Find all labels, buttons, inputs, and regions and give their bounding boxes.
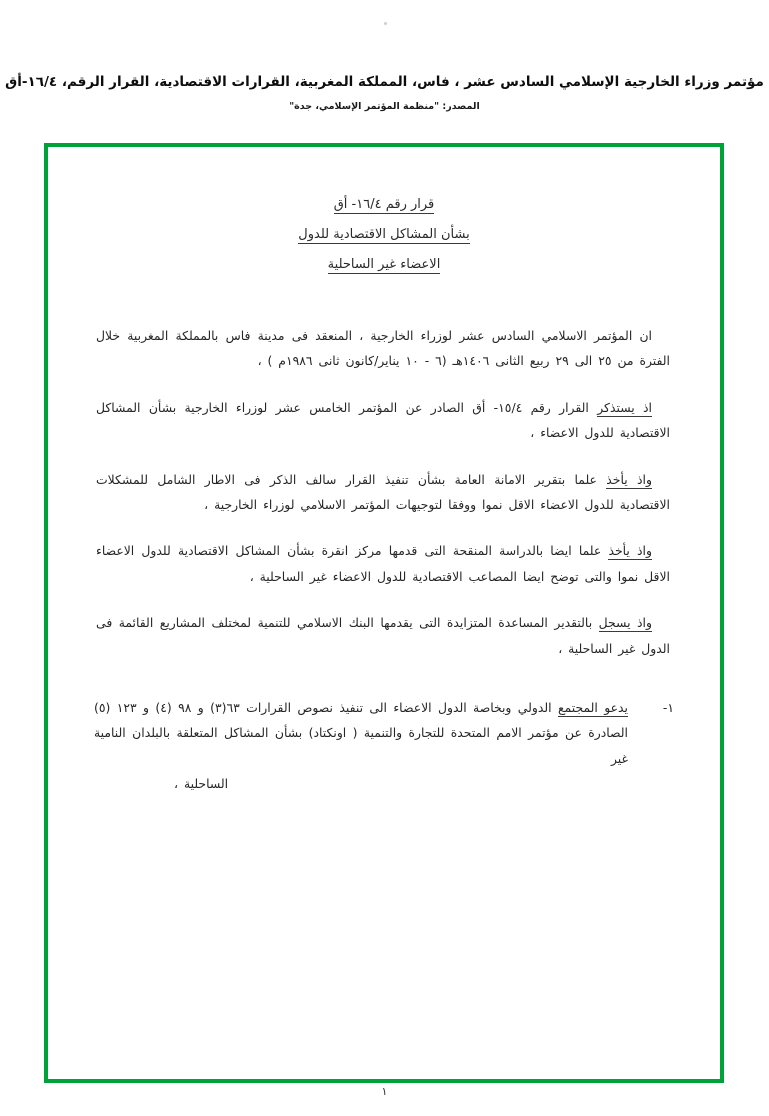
content-frame [44, 143, 724, 1083]
heading-resolution-number: قرار رقم ١٦/٤- أق [333, 197, 435, 212]
clause-1 [94, 695, 674, 797]
paragraph-note-1: واذ يأخذ علما بتقرير الامانة العامة بشأن تنفيذ القرار سالف الذكر فى الاطار الشامل للمشكلات الاقتصادية للدول الاعضاء الاقل نموا ووفقا لتوجيهات المؤتمر الاسلامي لوزراء الخارجية ، [96, 471, 670, 512]
scan-speck [384, 22, 387, 25]
paragraph-preamble: ان المؤتمر الاسلامي السادس عشر لوزراء الخارجية ، المنعقد فى مدينة فاس بالمملكة المغربية خلال الفترة من ٢٥ الى ٢٩ ربيع الثانى ١٤٠٦هـ (٦ - ١٠ يناير/كانون ثانى ١٩٨٦م ) ، [96, 327, 670, 369]
header-source: المصدر: "منظمة المؤتمر الإسلامي، جدة" [289, 100, 480, 112]
clause-tail: الساحلية ، [174, 776, 229, 792]
resolution-heading [94, 191, 674, 279]
paragraph-note-2: واذ يأخذ علما ايضا بالدراسة المنقحة التى قدمها مركز انقرة بشأن المشاكل الاقتصادية للدول الاعضاء الاقل نموا والتى توضح ايضا المصاعب الاقتصادية للدول الاعضاء غير الساحلية ، [96, 543, 670, 584]
clause-text: يدعو المجتمع الدولي وبخاصة الدول الاعضاء الى تنفيذ نصوص القرارات ٦٣(٣) و ٩٨ (٤) و ١٢٣ (٥) الصادرة عن مؤتمر الامم المتحدة للتجارة والتنمية ( اونكتاد) بشأن المشاكل المتعلقة بالبلدان النامية غير الساحلية ، [94, 695, 628, 797]
paragraph-record: واذ يسجل بالتقدير المساعدة المتزايدة التى يقدمها البنك الاسلامي للتنمية لمختلف المشاريع القائمة فى الدول غير الساحلية ، [96, 615, 670, 656]
page-number: ١ [381, 1085, 388, 1098]
document-body [94, 323, 674, 797]
heading-subject: بشأن المشاكل الاقتصادية للدول [298, 226, 470, 242]
heading-subject-continued: الاعضاء غير الساحلية [327, 256, 441, 272]
clause-number: ١- [662, 700, 674, 716]
paragraph-recall: اذ يستذكر القرار رقم ١٥/٤- أق الصادر عن المؤتمر الخامس عشر لوزراء الخارجية بشأن المشاكل الاقتصادية للدول الاعضاء ، [96, 399, 670, 441]
header-title: مؤتمر وزراء الخارجية الإسلامي السادس عشر ، فاس، المملكة المغربية، القرارات الاقتصادية، القرار الرقم، ١٦/٤-أق [5, 74, 764, 90]
document-header [0, 74, 769, 112]
